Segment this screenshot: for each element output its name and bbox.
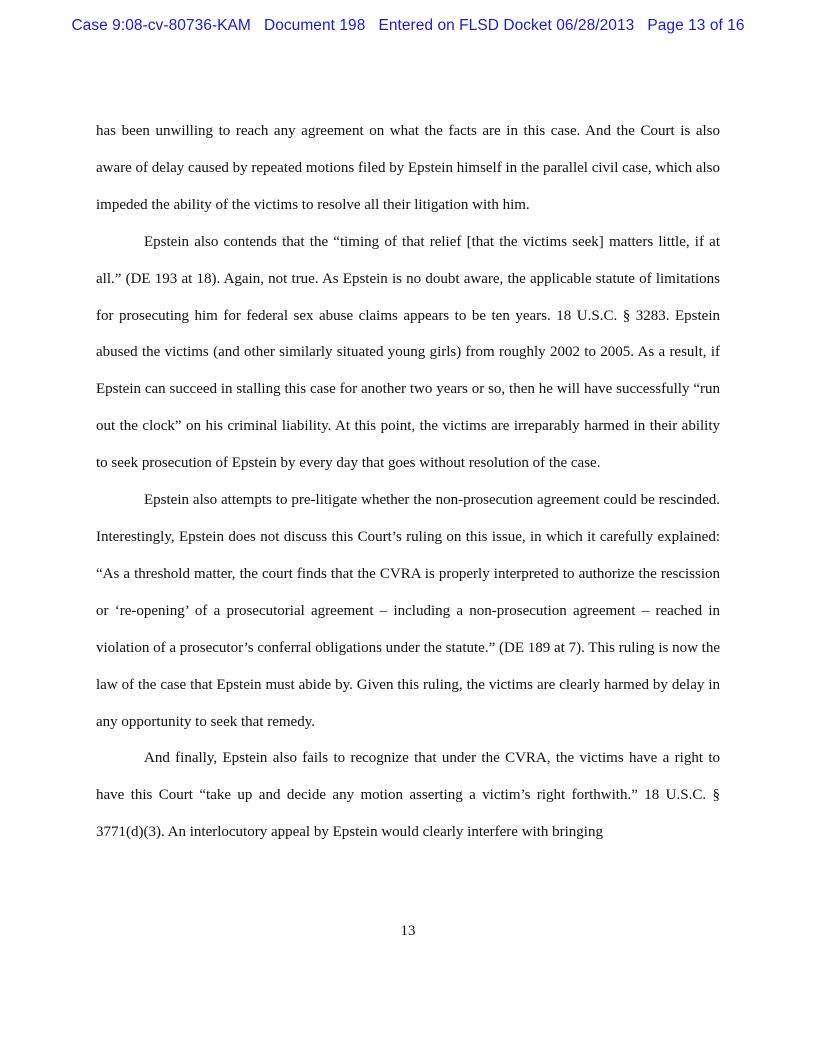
paragraph-rescission: Epstein also attempts to pre-litigate whether the non-prosecution agreement could be rescinded. Interestingly, Epstein does not discuss this Court’s ruling on this issue, in which it carefully explained: “As a threshold matter, the court finds that the CVRA is properly interpreted to authorize the rescission or ‘re-opening’ of a prosecutorial agreement – including a non-prosecution agreement – reached in violation of a prosecutor’s conferral obligations under the statute.” (DE 189 at 7). This ruling is now the law of the case that Epstein must abide by. Given this ruling, the victims are clearly harmed by delay in any opportunity to seek that remedy. [96, 492, 720, 730]
paragraph-forthwith-right: And finally, Epstein also fails to recognize that under the CVRA, the victims have a right to have this Court “take up and decide any motion asserting a victim’s right forthwith.” 18 U.S.C. § 3771(d)(3). An interlocutory appeal by Epstein would clearly interfere with bringing [96, 750, 720, 841]
paragraph-timing-of-relief: Epstein also contends that the “timing of that relief [that the victims seek] matters little, if at all.” (DE 193 at 18). Again, not true. As Epstein is no doubt aware, the applicable statute of limitations for prosecuting him for federal sex abuse claims appears to be ten years. 18 U.S.C. § 3283. Epstein abused the victims (and other similarly situated young girls) from roughly 2002 to 2005. As a result, if Epstein can succeed in stalling this case for another two years or so, then he will have successfully “run out the clock” on his criminal liability. At this point, the victims are irreparably harmed in their ability to seek prosecution of Epstein by every day that goes without resolution of the case. [96, 233, 720, 472]
header-case-number: Case 9:08-cv-80736-KAM [71, 17, 251, 34]
document-body [96, 113, 720, 851]
docket-header [0, 17, 816, 35]
header-document-number: Document 198 [263, 17, 366, 34]
header-entered-date: Entered on FLSD Docket 06/28/2013 [378, 17, 635, 34]
header-page-count: Page 13 of 16 [647, 17, 745, 34]
paragraph-continuation: has been unwilling to reach any agreement on what the facts are in this case. And the Court is also aware of delay caused by repeated motions filed by Epstein himself in the parallel civil case, which also impeded the ability of the victims to resolve all their litigation with him. [96, 123, 720, 213]
page-number: 13 [400, 923, 416, 939]
